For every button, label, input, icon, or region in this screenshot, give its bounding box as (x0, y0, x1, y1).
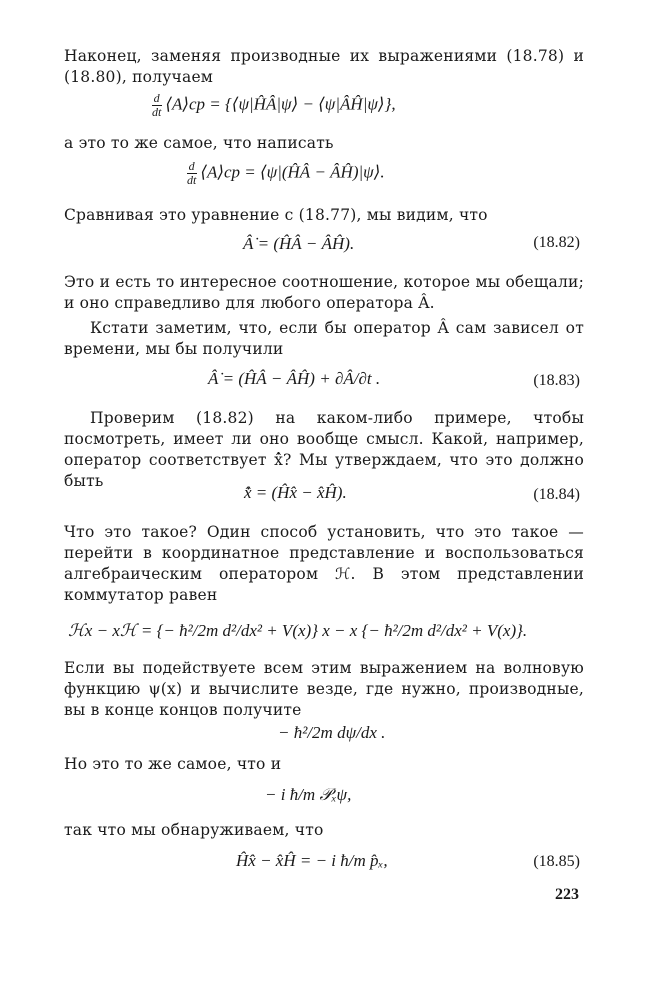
paragraph-6: Проверим (18.82) на каком-либо примере, чтобы посмотреть, имеет ли оно вообще смысл. Какой, например, оператор соответствует x̂̇? Мы утверждаем, что это должно быть (64, 409, 584, 490)
equation-6: ℋx − xℋ = {− ħ²/2m d²/dx² + V(x)} x − x {− ħ²/2m d²/dx² + V(x)}. (68, 621, 528, 640)
paragraph-2: а это то же самое, что написать (64, 134, 334, 152)
equation-number-18-83: (18.83) (533, 372, 580, 389)
equation-4: Â̇ = (ĤÂ − ÂĤ) + ∂Â/∂t . (208, 369, 381, 388)
equation-5: x̂̇ = (Ĥx̂ − x̂Ĥ). (244, 483, 347, 502)
paragraph-1: Наконец, заменяя производные их выражениями (18.78) и (18.80), получаем (64, 47, 584, 86)
equation-7: − ħ²/2m dψ/dx . (278, 723, 386, 742)
paragraph-7: Что это такое? Один способ установить, что это такое — перейти в координатное представление и воспользоваться алгебраическим оператором ℋ. В этом представлении коммутатор равен (64, 523, 584, 604)
equation-2: $\frac{d}{dt}$ ⟨A⟩ср = ⟨ψ|(ĤÂ − ÂĤ)|ψ⟩. (187, 159, 385, 187)
equation-1: $\frac{d}{dt}$ ⟨A⟩ср = {⟨ψ|ĤÂ|ψ⟩ − ⟨ψ|ÂĤ|ψ⟩}, (152, 91, 396, 119)
paragraph-5: Кстати заметим, что, если бы оператор Â сам зависел от времени, мы бы получили (64, 319, 584, 358)
equation-8: − i ħ/m 𝒫ₓψ, (265, 785, 352, 804)
equation-number-18-85: (18.85) (533, 853, 580, 870)
paragraph-3: Сравнивая это уравнение с (18.77), мы видим, что (64, 206, 488, 224)
page-number: 223 (555, 886, 579, 903)
paragraph-9: Но это то же самое, что и (64, 755, 282, 773)
equation-3: Â̇ = (ĤÂ − ÂĤ). (243, 234, 355, 253)
equation-1-text: ⟨A⟩ср = {⟨ψ|ĤÂ|ψ⟩ − ⟨ψ|ÂĤ|ψ⟩}, (165, 94, 396, 114)
paragraph-4: Это и есть то интересное соотношение, которое мы обещали; и оно справедливо для любого оператора Â. (64, 273, 584, 312)
equation-number-18-82: (18.82) (533, 234, 580, 251)
equation-number-18-84: (18.84) (533, 486, 580, 503)
equation-2-text: ⟨A⟩ср = ⟨ψ|(ĤÂ − ÂĤ)|ψ⟩. (200, 162, 385, 182)
paragraph-10: так что мы обнаруживаем, что (64, 821, 324, 839)
equation-9: Ĥx̂ − x̂Ĥ = − i ħ/m p̂ₓ, (236, 851, 388, 870)
paragraph-8: Если вы подействуете всем этим выражением на волновую функцию ψ(x) и вычислите везде, где нужно, производные, вы в конце концов получите (64, 659, 584, 719)
